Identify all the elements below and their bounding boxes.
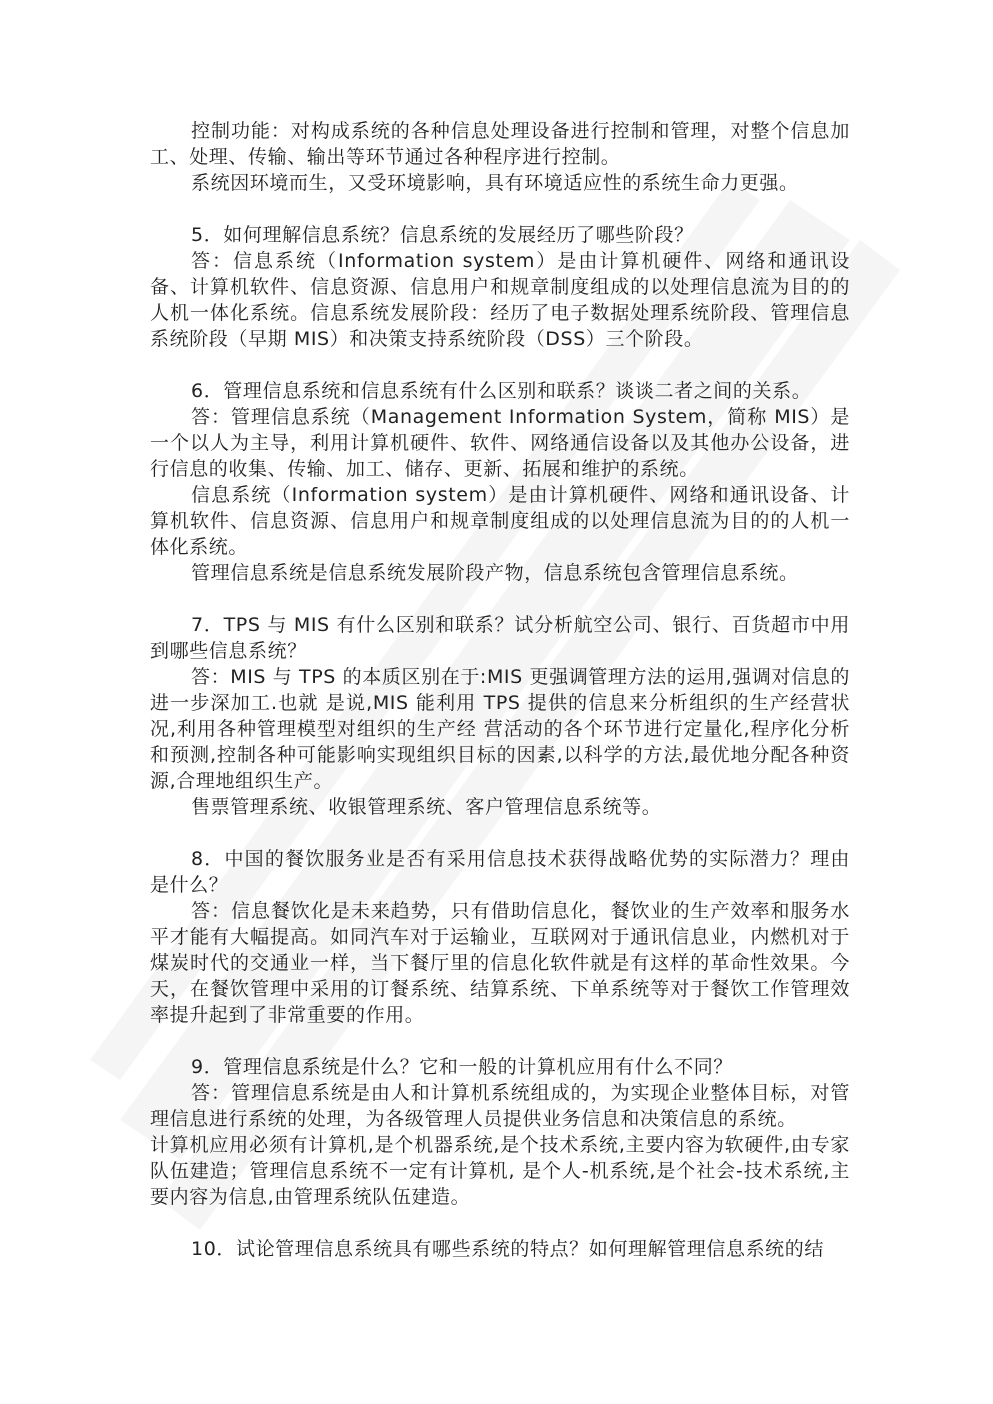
paragraph: 售票管理系统、收银管理系统、客户管理信息系统等。 bbox=[191, 796, 662, 818]
paragraph: 计算机应用必须有计算机,是个机器系统,是个技术系统,主要内容为软硬件,由专家队伍建造；管理信息系统不一定有计算机, 是个人-机系统,是个社会-技术系统,主要内容为信息,由管理系统队伍建造。 bbox=[150, 1134, 850, 1208]
paragraph: 答：MIS 与 TPS 的本质区别在于:MIS 更强调管理方法的运用,强调对信息的进一步深加工.也就 是说,MIS 能利用 TPS 提供的信息来分析组织的生产经营状况,利用各种管理模型对组织的生产经 营活动的各个环节进行定量化,程序化分析和预测,控制各种可能影响实现组织目标的因素,以科学的方法,最优地分配各种资源,合理地组织生产。 bbox=[150, 666, 850, 792]
paragraph: 答：管理信息系统是由人和计算机系统组成的，为实现企业整体目标，对管理信息进行系统的处理，为各级管理人员提供业务信息和决策信息的系统。 bbox=[150, 1082, 850, 1130]
question-heading: 5．如何理解信息系统？信息系统的发展经历了哪些阶段？ bbox=[191, 224, 694, 246]
document-body bbox=[150, 118, 850, 1262]
paragraph: 系统因环境而生，又受环境影响，具有环境适应性的系统生命力更强。 bbox=[191, 172, 799, 194]
paragraph: 答：信息餐饮化是未来趋势，只有借助信息化，餐饮业的生产效率和服务水平才能有大幅提高。如同汽车对于运输业，互联网对于通讯信息业，内燃机对于煤炭时代的交通业一样，当下餐厅里的信息化软件就是有这样的革命性效果。今天，在餐饮管理中采用的订餐系统、结算系统、下单系统等对于餐饮工作管理效率提升起到了非常重要的作用。 bbox=[150, 900, 850, 1026]
question-heading: 9．管理信息系统是什么？它和一般的计算机应用有什么不同？ bbox=[191, 1056, 733, 1078]
paragraph: 答：信息系统（Information system）是由计算机硬件、网络和通讯设备、计算机软件、信息资源、信息用户和规章制度组成的以处理信息流为目的的人机一体化系统。信息系统发展阶段：经历了电子数据处理系统阶段、管理信息系统阶段（早期 MIS）和决策支持系统阶段（DSS）三个阶段。 bbox=[150, 250, 850, 350]
question-heading: 7．TPS 与 MIS 有什么区别和联系？试分析航空公司、银行、百货超市中用到哪些信息系统？ bbox=[150, 614, 850, 662]
paragraph: 答：管理信息系统（Management Information System，简称 MIS）是一个以人为主导，利用计算机硬件、软件、网络通信设备以及其他办公设备，进行信息的收集、传输、加工、储存、更新、拓展和维护的系统。 bbox=[150, 406, 850, 480]
paragraph: 信息系统（Information system）是由计算机硬件、网络和通讯设备、计算机软件、信息资源、信息用户和规章制度组成的以处理信息流为目的的人机一体化系统。 bbox=[150, 484, 850, 558]
paragraph: 控制功能：对构成系统的各种信息处理设备进行控制和管理，对整个信息加工、处理、传输、输出等环节通过各种程序进行控制。 bbox=[150, 120, 850, 168]
question-heading: 6．管理信息系统和信息系统有什么区别和联系？谈谈二者之间的关系。 bbox=[191, 380, 812, 402]
question-heading: 8．中国的餐饮服务业是否有采用信息技术获得战略优势的实际潜力？理由是什么？ bbox=[150, 848, 850, 896]
paragraph: 管理信息系统是信息系统发展阶段产物，信息系统包含管理信息系统。 bbox=[191, 562, 799, 584]
question-heading: 10．试论管理信息系统具有哪些系统的特点？如何理解管理信息系统的结 bbox=[191, 1238, 824, 1260]
